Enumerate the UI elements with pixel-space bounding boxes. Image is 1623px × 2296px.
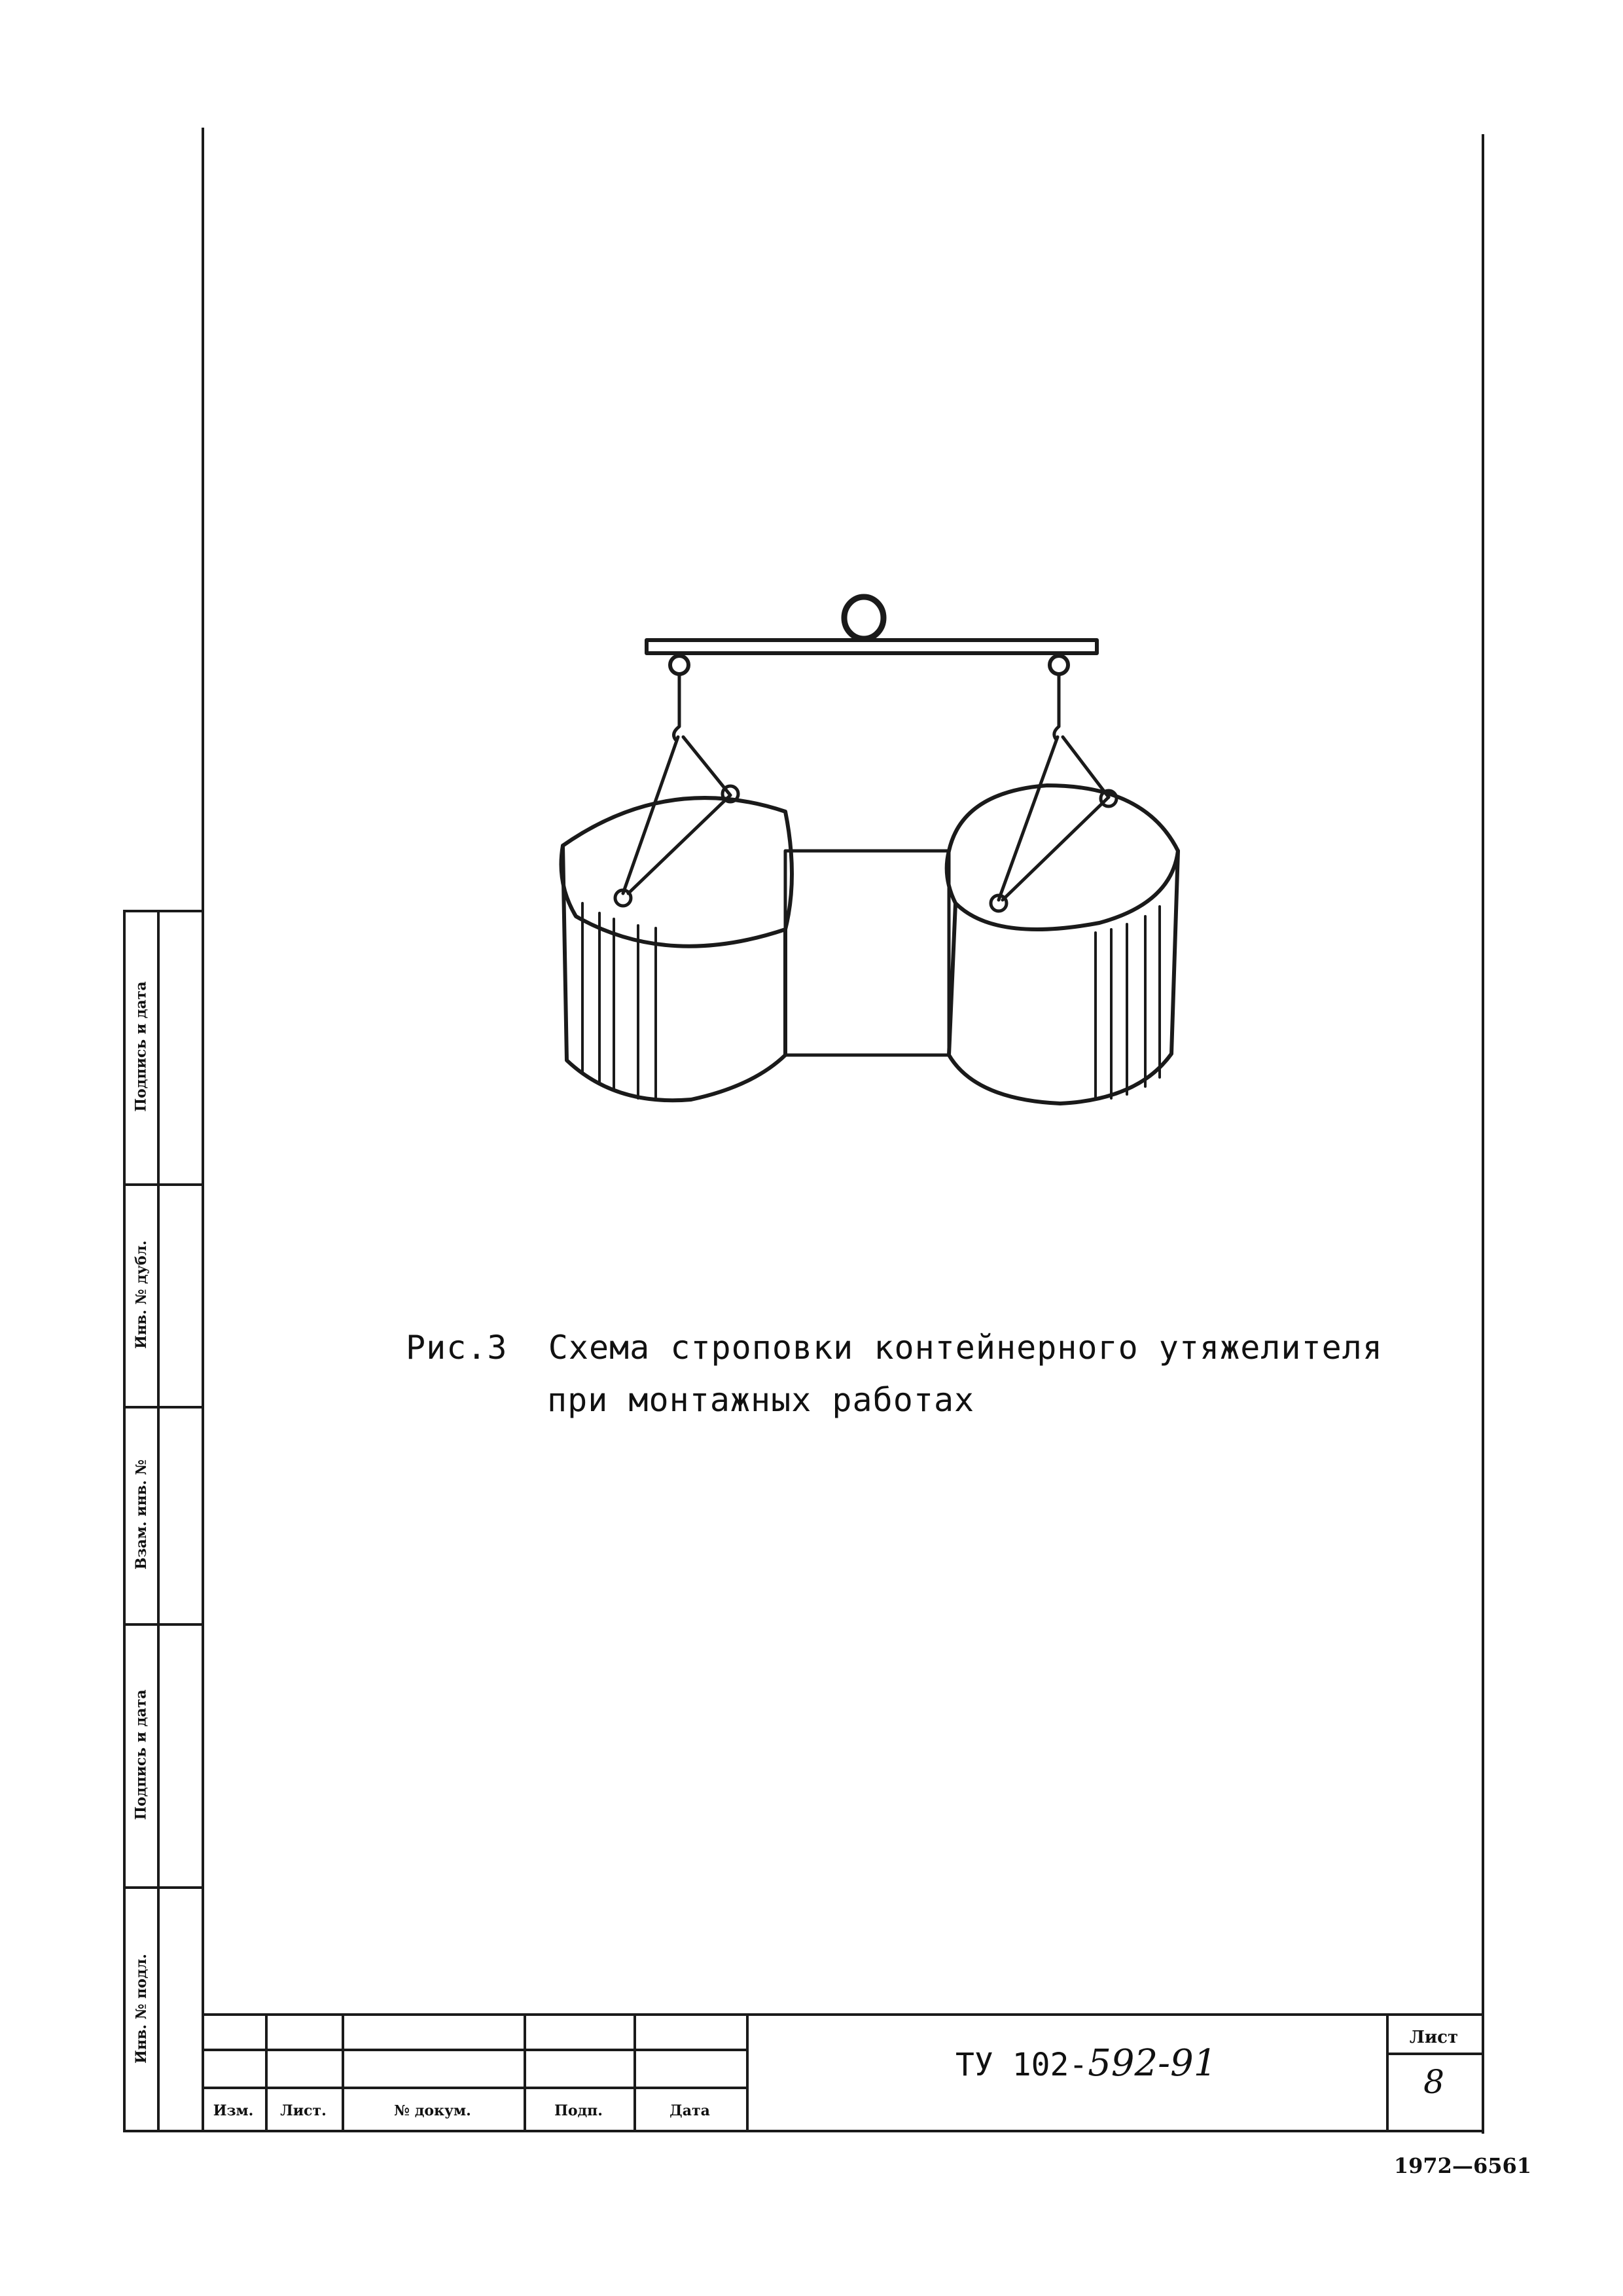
left-shackle xyxy=(670,656,688,674)
left-hook xyxy=(674,674,679,740)
title-block-top-line xyxy=(747,2013,1484,2016)
left-cross-sling xyxy=(628,795,730,893)
title-block-row-line xyxy=(202,2049,747,2051)
caption-line-1: Схема строповки контейнерного утяжелителя xyxy=(548,1329,1383,1367)
frame-bottom-line xyxy=(123,2130,1484,2132)
sheet-label: Лист xyxy=(1409,2028,1459,2047)
col-label-doc-number: № докум. xyxy=(394,2102,471,2119)
frame-left-line xyxy=(202,128,204,2130)
right-container-body xyxy=(949,851,1178,1103)
designation-number: 592-91 xyxy=(1088,2042,1217,2085)
slinging-diagram xyxy=(537,576,1217,1113)
caption-line-2: при монтажных работах xyxy=(547,1381,975,1419)
title-block-row-line xyxy=(202,2087,747,2089)
title-block-top-line xyxy=(202,2013,747,2016)
title-block-col-line xyxy=(746,2013,749,2131)
left-container-body xyxy=(563,846,785,1100)
side-stamp-label: Инв. № подл. xyxy=(133,1954,150,2064)
figure-number: Рис.3 xyxy=(406,1329,508,1367)
col-label-sheet: Лист. xyxy=(280,2102,327,2119)
sheet-box-divider xyxy=(1386,2053,1484,2055)
left-container-top xyxy=(562,798,793,946)
frame-right-line xyxy=(1482,134,1484,2134)
side-stamp-inner-line xyxy=(157,910,160,2131)
right-shackle xyxy=(1050,656,1068,674)
print-code: 1972—6561 xyxy=(1393,2153,1531,2178)
side-stamp-label: Подпись и дата xyxy=(133,1689,150,1820)
left-sling-back xyxy=(683,737,730,795)
spreader-beam xyxy=(647,640,1097,653)
right-container-top xyxy=(947,785,1178,929)
side-stamp-outer-line xyxy=(123,910,126,2131)
designation-prefix: ТУ 102- xyxy=(955,2047,1088,2083)
lifting-eye xyxy=(844,597,883,639)
right-hook xyxy=(1054,674,1059,740)
side-stamp-label: Подпись и дата xyxy=(133,981,150,1112)
col-label-signature: Подп. xyxy=(554,2102,603,2119)
container-bridge xyxy=(785,851,949,1055)
sheet-number: 8 xyxy=(1423,2063,1444,2101)
document-designation xyxy=(955,2042,1348,2085)
col-label-date: Дата xyxy=(669,2102,710,2119)
figure-caption xyxy=(406,1325,1383,1371)
side-stamp-label: Взам. инв. № xyxy=(133,1459,151,1570)
side-stamp-label: Инв. № дубл. xyxy=(133,1240,150,1349)
col-label-change: Изм. xyxy=(213,2102,254,2119)
side-stamp xyxy=(123,910,202,2131)
